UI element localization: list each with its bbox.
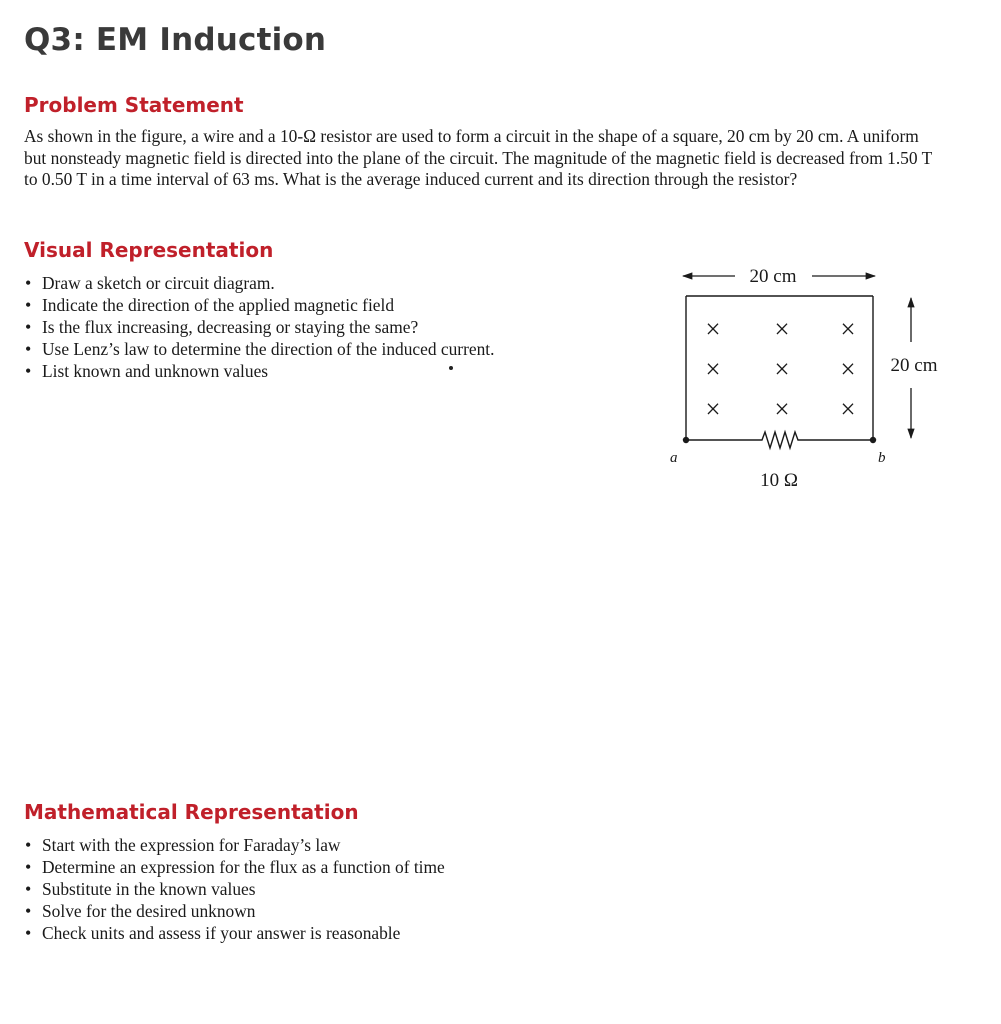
resistor-icon	[686, 432, 873, 448]
field-x-mark: ×	[840, 354, 856, 384]
visual-representation-heading: Visual Representation	[24, 238, 274, 262]
list-item: • Start with the expression for Faraday’s law	[24, 834, 445, 856]
mathematical-representation-heading: Mathematical Representation	[24, 800, 359, 824]
field-x-mark: ×	[840, 314, 856, 344]
resistor-label: 10 Ω	[760, 470, 798, 491]
field-x-mark: ×	[705, 394, 721, 424]
field-x-mark: ×	[840, 394, 856, 424]
list-item: • List known and unknown values	[24, 360, 494, 382]
node-a-label: a	[670, 450, 678, 466]
width-label: 20 cm	[749, 266, 797, 287]
node-a-dot	[683, 437, 689, 443]
list-item: • Solve for the desired unknown	[24, 900, 445, 922]
field-x-mark: ×	[774, 314, 790, 344]
page-title: Q3: EM Induction	[24, 22, 327, 58]
height-label: 20 cm	[890, 355, 938, 376]
problem-statement-text: As shown in the figure, a wire and a 10-Ω resistor are used to form a circuit in the shape of a square, 20 cm by 20 cm. A uniform but nonsteady magnetic field is directed into the plane of the circuit. The magnitude of the magnetic field is decreased from 1.50 T to 0.50 T in a time interval of 63 ms. What is the average induced current and its direction through the resistor?	[24, 126, 932, 189]
list-item: • Determine an expression for the flux as a function of time	[24, 856, 445, 878]
list-item: • Check units and assess if your answer is reasonable	[24, 922, 445, 944]
mathematical-representation-list	[24, 834, 445, 944]
stray-dot	[449, 366, 453, 370]
list-item: • Draw a sketch or circuit diagram.	[24, 272, 494, 294]
field-x-mark: ×	[774, 394, 790, 424]
circuit-diagram	[640, 255, 980, 500]
field-x-mark: ×	[705, 354, 721, 384]
problem-statement-heading: Problem Statement	[24, 93, 244, 117]
node-b-label: b	[878, 450, 886, 466]
list-item: • Substitute in the known values	[24, 878, 445, 900]
node-b-dot	[870, 437, 876, 443]
field-x-mark: ×	[705, 314, 721, 344]
visual-representation-list	[24, 272, 494, 382]
field-x-mark: ×	[774, 354, 790, 384]
list-item: • Is the flux increasing, decreasing or staying the same?	[24, 316, 494, 338]
magnetic-field-into-page	[705, 314, 855, 424]
list-item: • Indicate the direction of the applied magnetic field	[24, 294, 494, 316]
list-item: • Use Lenz’s law to determine the direction of the induced current.	[24, 338, 494, 360]
